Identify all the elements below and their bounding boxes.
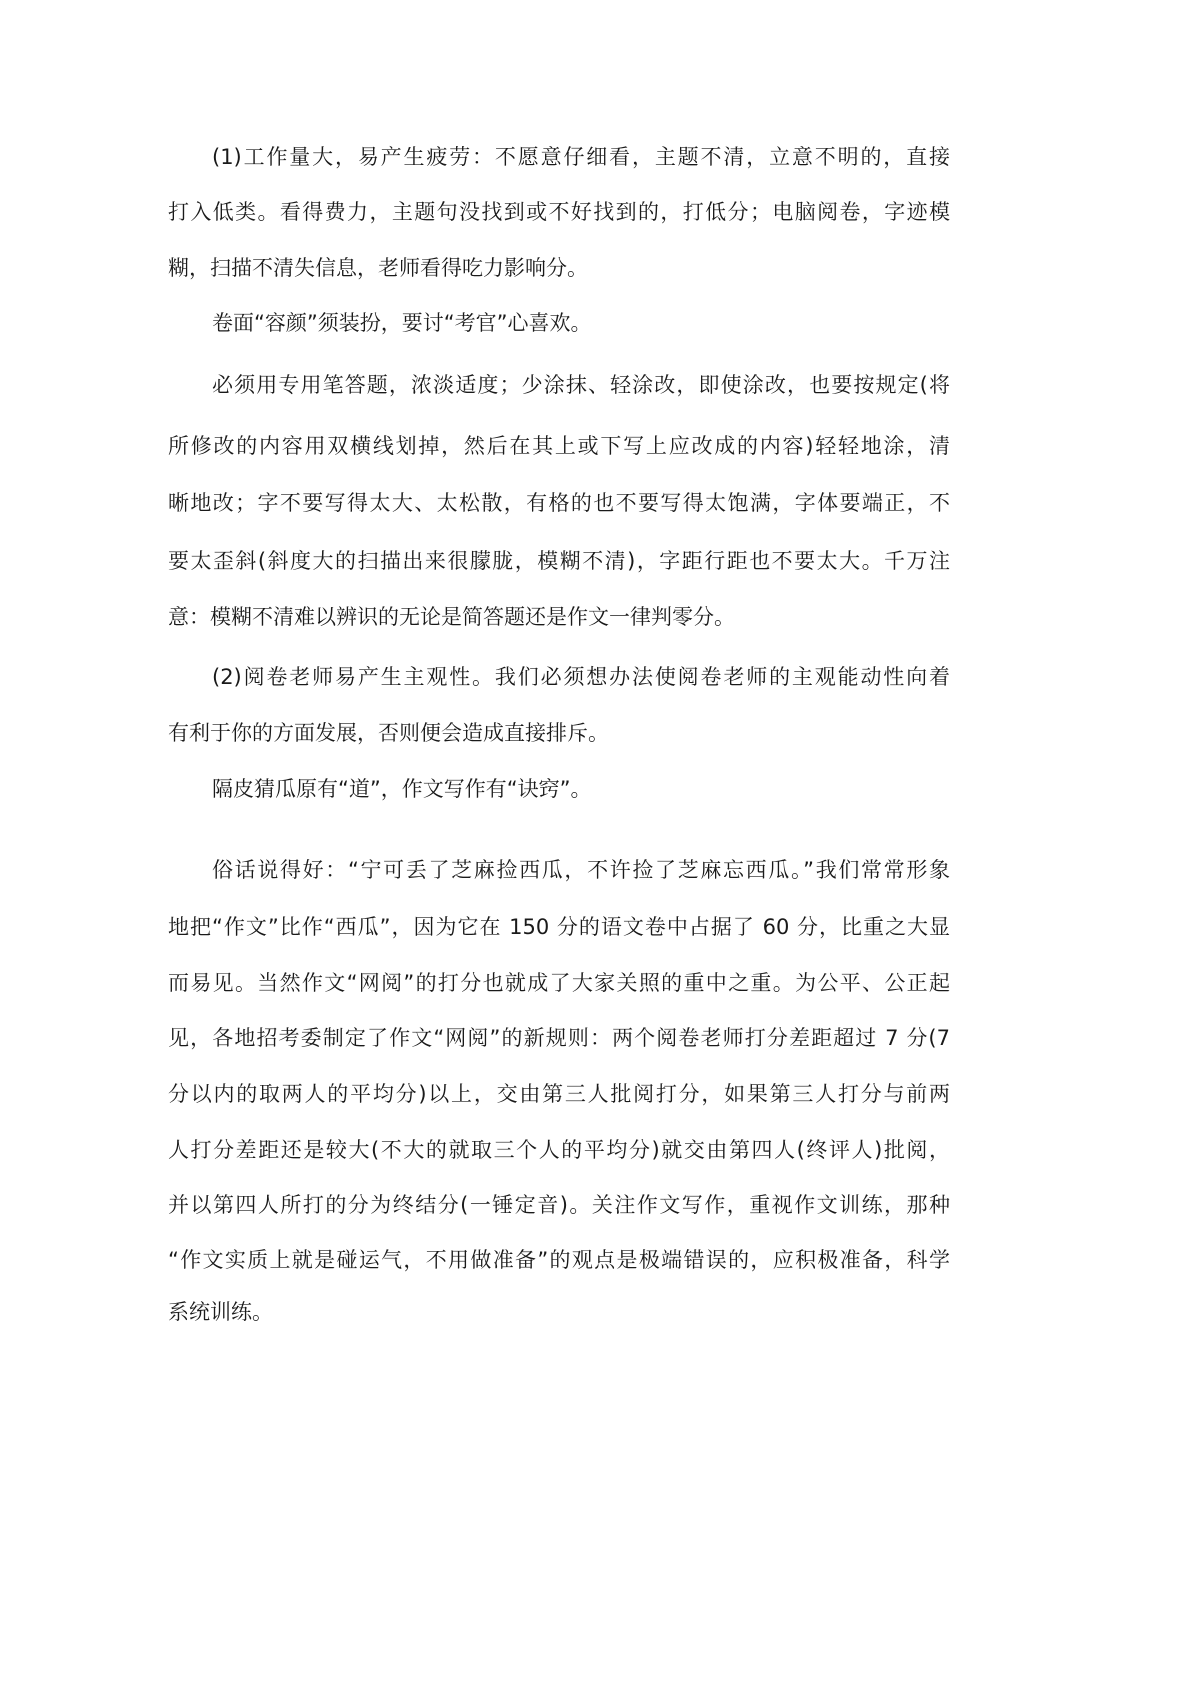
paragraph-line: 糊，扫描不清失信息，老师看得吃力影响分。 <box>168 256 588 280</box>
paragraph-line: 必须用专用笔答题，浓淡适度；少涂抹、轻涂改，即使涂改，也要按规定(将 <box>212 373 950 397</box>
paragraph-line: 隔皮猜瓜原有“道”，作文写作有“诀窍”。 <box>212 777 592 801</box>
paragraph-line: 晰地改；字不要写得太大、太松散，有格的也不要写得太饱满，字体要端正，不 <box>168 491 950 515</box>
paragraph-line: 有利于你的方面发展，否则便会造成直接排斥。 <box>168 721 609 745</box>
paragraph-line: 并以第四人所打的分为终结分(一锤定音)。关注作文写作，重视作文训练，那种 <box>168 1193 950 1217</box>
paragraph-line: 打入低类。看得费力，主题句没找到或不好找到的，打低分；电脑阅卷，字迹模 <box>168 200 950 224</box>
paragraph-line: 卷面“容颜”须装扮，要讨“考官”心喜欢。 <box>212 311 592 335</box>
paragraph-line: 要太歪斜(斜度大的扫描出来很朦胧，模糊不清)，字距行距也不要太大。千万注 <box>168 549 950 573</box>
paragraph-line: 地把“作文”比作“西瓜”，因为它在 150 分的语文卷中占据了 60 分，比重之大显 <box>168 915 950 939</box>
paragraph-line: 意：模糊不清难以辨识的无论是简答题还是作文一律判零分。 <box>168 605 735 629</box>
paragraph-line: 所修改的内容用双横线划掉，然后在其上或下写上应改成的内容)轻轻地涂，清 <box>168 434 950 458</box>
paragraph-line: 系统训练。 <box>168 1300 273 1324</box>
paragraph-line: 分以内的取两人的平均分)以上，交由第三人批阅打分，如果第三人打分与前两 <box>168 1082 950 1106</box>
paragraph-line: 人打分差距还是较大(不大的就取三个人的平均分)就交由第四人(终评人)批阅， <box>168 1138 950 1162</box>
paragraph-line: (1)工作量大，易产生疲劳：不愿意仔细看，主题不清，立意不明的，直接 <box>212 145 950 169</box>
paragraph-line: (2)阅卷老师易产生主观性。我们必须想办法使阅卷老师的主观能动性向着 <box>212 665 950 689</box>
paragraph-line: 俗话说得好：“宁可丢了芝麻捡西瓜，不许捡了芝麻忘西瓜。”我们常常形象 <box>212 858 950 882</box>
paragraph-line: “作文实质上就是碰运气，不用做准备”的观点是极端错误的，应积极准备，科学 <box>168 1248 950 1272</box>
paragraph-line: 而易见。当然作文“网阅”的打分也就成了大家关照的重中之重。为公平、公正起 <box>168 971 950 995</box>
paragraph-line: 见，各地招考委制定了作文“网阅”的新规则：两个阅卷老师打分差距超过 7 分(7 <box>168 1026 950 1050</box>
